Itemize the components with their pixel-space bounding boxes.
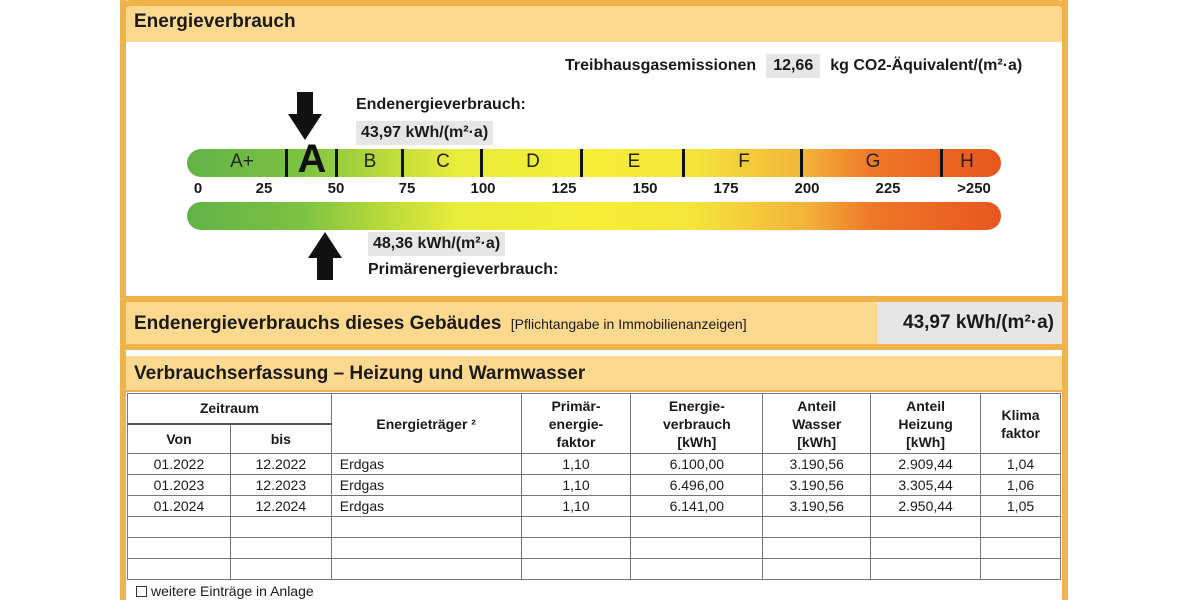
additional-entries-note	[136, 583, 314, 599]
table-row	[128, 496, 1061, 517]
ghg-emissions	[565, 54, 1022, 78]
table-row-empty	[128, 559, 1061, 580]
table-cell: 12.2022	[230, 454, 331, 475]
table-cell	[763, 559, 871, 580]
table-cell	[331, 517, 521, 538]
header-line: faktor	[556, 433, 596, 450]
scale-class-separator	[800, 149, 803, 177]
table-cell	[230, 559, 331, 580]
consumption-title: Verbrauchserfassung – Heizung und Warmwasser	[134, 363, 586, 384]
header-line: Heizung	[898, 415, 953, 432]
header-klimafaktor	[981, 394, 1061, 454]
table-cell	[981, 517, 1061, 538]
table-cell	[981, 538, 1061, 559]
summary-title	[134, 313, 747, 335]
scale-tick-label: 150	[632, 180, 658, 197]
table-cell	[128, 517, 231, 538]
table-cell: 1,10	[521, 454, 631, 475]
table-cell	[230, 538, 331, 559]
table-cell: 1,10	[521, 475, 631, 496]
table-cell: 01.2024	[128, 496, 231, 517]
header-bis: bis	[230, 424, 331, 454]
table-cell: Erdgas	[331, 496, 521, 517]
summary-title-text: Endenergieverbrauchs dieses Gebäudes	[134, 313, 502, 334]
table-cell: 1,10	[521, 496, 631, 517]
scale-class-separator	[682, 149, 685, 177]
scale-tick-label: 25	[255, 180, 273, 197]
table-cell: 01.2022	[128, 454, 231, 475]
scale-tick-label: 175	[713, 180, 739, 197]
header-line: verbrauch	[663, 415, 731, 432]
energy-class-label: C	[436, 151, 450, 172]
scale-tick-label: 75	[398, 180, 416, 197]
energy-class-label: D	[526, 151, 540, 172]
primary-energy-value: 48,36 kWh/(m²·a)	[368, 232, 505, 256]
table-row-empty	[128, 538, 1061, 559]
additional-entries-label: weitere Einträge in Anlage	[151, 583, 314, 599]
table-cell	[631, 517, 763, 538]
table-cell: 2.909,44	[871, 454, 981, 475]
table-cell: 12.2023	[230, 475, 331, 496]
table-cell	[521, 559, 631, 580]
energy-class-label: A	[297, 137, 327, 181]
table-cell	[521, 517, 631, 538]
table-cell: 1,04	[981, 454, 1061, 475]
table-cell: 01.2023	[128, 475, 231, 496]
scale-tick-label: 0	[193, 180, 203, 197]
scale-tick-label: 125	[551, 180, 577, 197]
ghg-unit: kg CO2-Äquivalent/(m²·a)	[830, 57, 1023, 74]
header-energieverbrauch	[631, 394, 763, 454]
energy-scale-bar-bottom	[187, 202, 1001, 230]
table-cell	[763, 517, 871, 538]
table-cell: 6.496,00	[631, 475, 763, 496]
table-cell	[871, 517, 981, 538]
end-energy-label: Endenergieverbrauch:	[356, 96, 526, 113]
table-cell: 6.141,00	[631, 496, 763, 517]
scale-class-separator	[285, 149, 288, 177]
header-line: [kWh]	[797, 433, 837, 450]
consumption-table	[127, 393, 1061, 580]
scale-class-separator	[480, 149, 483, 177]
table-cell	[631, 559, 763, 580]
table-cell	[871, 559, 981, 580]
table-cell: 3.305,44	[871, 475, 981, 496]
end-energy-value: 43,97 kWh/(m²·a)	[356, 121, 493, 145]
table-cell	[981, 559, 1061, 580]
additional-entries-checkbox[interactable]	[136, 586, 147, 597]
table-cell	[521, 538, 631, 559]
table-cell	[763, 538, 871, 559]
table-cell: 3.190,56	[763, 475, 871, 496]
energy-class-label: G	[865, 151, 881, 172]
table-cell: 12.2024	[230, 496, 331, 517]
end-energy-arrow-icon	[288, 92, 322, 140]
scale-class-separator	[401, 149, 404, 177]
primary-energy-label: Primärenergieverbrauch:	[368, 261, 559, 278]
summary-note: [Pflichtangabe in Immobilienanzeigen]	[510, 316, 747, 332]
scale-tick-label: 200	[794, 180, 820, 197]
table-cell: Erdgas	[331, 475, 521, 496]
ghg-value: 12,66	[766, 54, 820, 78]
header-line: energie-	[548, 415, 604, 432]
scale-tick-label: >250	[957, 180, 991, 197]
energy-class-label: F	[738, 151, 750, 172]
header-line: Anteil	[797, 397, 837, 414]
table-cell	[331, 559, 521, 580]
scale-class-separator	[940, 149, 943, 177]
header-line: Anteil	[906, 397, 946, 414]
table-cell	[128, 559, 231, 580]
scale-class-separator	[335, 149, 338, 177]
header-line: [kWh]	[906, 433, 946, 450]
table-cell	[128, 538, 231, 559]
table-cell: 3.190,56	[763, 496, 871, 517]
header-line: Energie-	[668, 397, 725, 414]
table-cell	[331, 538, 521, 559]
table-cell: 2.950,44	[871, 496, 981, 517]
ghg-label: Treibhausgasemissionen	[565, 57, 757, 74]
summary-value: 43,97 kWh/(m²·a)	[877, 302, 1062, 344]
table-cell: 3.190,56	[763, 454, 871, 475]
header-energietraeger: Energieträger ²	[331, 394, 521, 454]
table-row-empty	[128, 517, 1061, 538]
header-line: Klima	[1001, 406, 1040, 423]
header-primaerenergiefaktor	[521, 394, 631, 454]
table-cell: Erdgas	[331, 454, 521, 475]
header-line: [kWh]	[677, 433, 717, 450]
scale-tick-label: 100	[470, 180, 496, 197]
header-line: Primär-	[551, 397, 601, 414]
table-row	[128, 475, 1061, 496]
table-cell: 1,06	[981, 475, 1061, 496]
scale-class-separator	[580, 149, 583, 177]
header-anteil-heizung	[871, 394, 981, 454]
section-title: Energieverbrauch	[134, 11, 296, 32]
table-cell	[230, 517, 331, 538]
table-row	[128, 454, 1061, 475]
energy-class-label: B	[363, 151, 377, 172]
table-cell	[631, 538, 763, 559]
header-line: Wasser	[792, 415, 842, 432]
energy-class-label: A+	[230, 151, 254, 172]
table-cell: 1,05	[981, 496, 1061, 517]
header-zeitraum: Zeitraum	[128, 394, 332, 424]
header-von: Von	[128, 424, 231, 454]
scale-tick-label: 50	[327, 180, 345, 197]
primary-energy-arrow-icon	[308, 232, 342, 280]
scale-tick-label: 225	[875, 180, 901, 197]
energy-class-label: E	[627, 151, 641, 172]
header-line: faktor	[1001, 424, 1040, 441]
table-cell	[871, 538, 981, 559]
energy-class-label: H	[960, 151, 974, 172]
table-cell: 6.100,00	[631, 454, 763, 475]
header-anteil-wasser	[763, 394, 871, 454]
